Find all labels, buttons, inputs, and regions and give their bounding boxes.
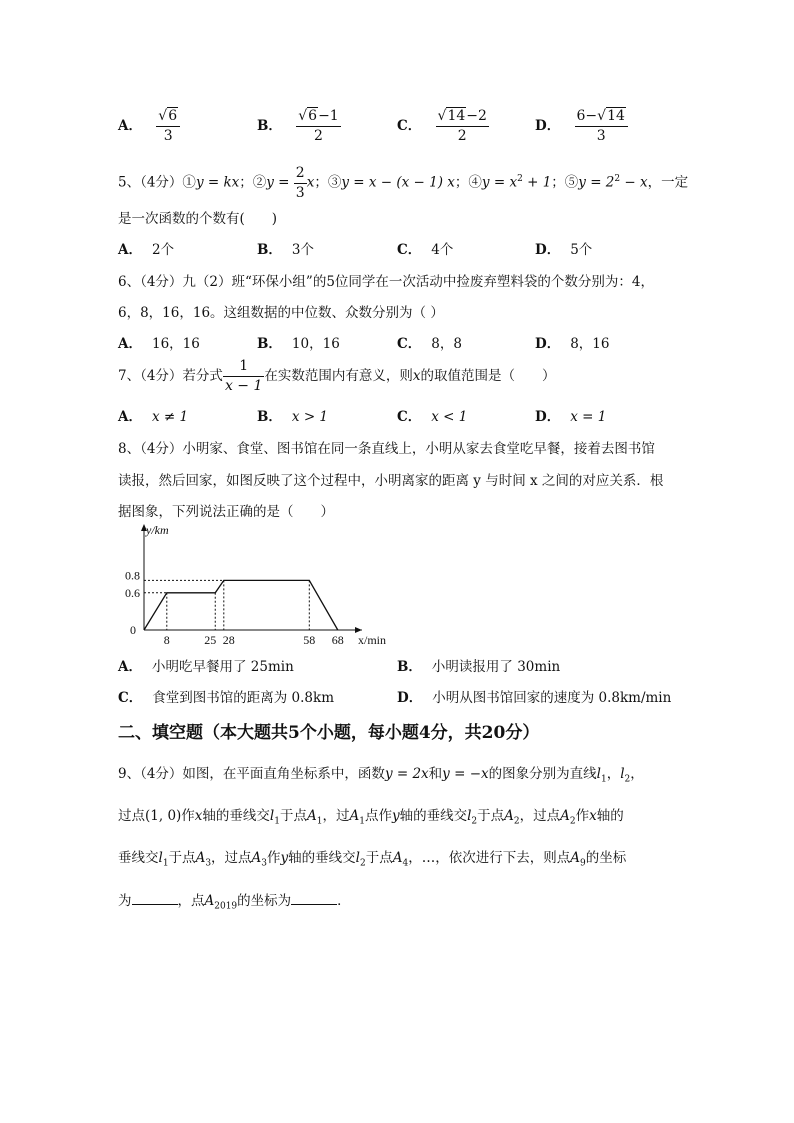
q8-stem-line1: 8、（4分）小明家、食堂、图书馆在同一条直线上，小明从家去食堂吃早餐，接着去图书馆	[118, 441, 655, 457]
q5-stem-line2: 是一次函数的个数有( )	[118, 211, 278, 227]
q5-stem-line1: 5、（4分）①y = kx；②y = $\frac{2}{3}$ x；③y = x − (x − 1) x；④y = $x^2 + 1$；⑤y = $2^2 - x$，一定	[118, 164, 689, 201]
answer-blank-a2019[interactable]	[291, 892, 337, 905]
x-tick-label-68: 68	[331, 633, 344, 647]
q7-fraction: $\frac{1}{x - 1}$	[224, 358, 263, 394]
q6-option-c: C． 8，8	[397, 336, 462, 352]
q5-fraction: $\frac{2}{3}$	[295, 164, 305, 201]
q4-option-c: C． $\frac{√14-2}{2}$	[397, 108, 487, 144]
x-tick-label-25: 25	[204, 633, 217, 647]
q8-option-c: C． 食堂到图书馆的距离为 0.8km	[118, 690, 334, 706]
q8-option-b: B． 小明读报用了 30min	[397, 659, 561, 675]
q6-stem-line1: 6、（4分）九（2）班“环保小组”的5位同学在一次活动中捡废弃塑料袋的个数分别为：4，	[118, 274, 654, 290]
q8-option-d: D． 小明从图书馆回家的速度为 0.8km/min	[397, 690, 672, 706]
q7-stem: 7、（4分）若分式 $\frac{1}{x - 1}$ 在实数范围内有意义，则x的取值范围是（ ）	[118, 358, 556, 394]
q5-option-b: B． 3个	[257, 242, 315, 258]
x-tick-label-58: 58	[303, 633, 316, 647]
q4-d-fraction: $\frac{6-√14}{3}$	[575, 107, 628, 146]
x-tick-label-28: 28	[222, 633, 235, 647]
q4-b-fraction: $\frac{√6-1}{2}$	[298, 108, 339, 144]
q4-c-fraction: $\frac{√14-2}{2}$	[437, 108, 487, 144]
q6-option-a: A． 16，16	[118, 336, 200, 352]
q5-option-a: A． 2个	[118, 242, 175, 258]
origin-label: 0	[130, 623, 136, 637]
q5-option-c: C． 4个	[397, 242, 454, 258]
y-axis-label: y/km	[146, 523, 169, 537]
q9-line3: 垂线交$l_1$于点$A_3$，过点$A_3$作y轴的垂线交$l_2$于点$A_4$，…，依次进行下去，则点$A_9$的坐标	[118, 850, 627, 869]
q4-option-a: A． $\frac{√6}{3}$	[118, 107, 180, 146]
q9-line1: 9、（4分）如图，在平面直角坐标系中，函数y = 2x和y = −x的图象分别为直线$l_1$，$l_2$，	[118, 766, 644, 785]
q4-option-d: D． $\frac{6-√14}{3}$	[535, 107, 628, 146]
q6-stem-line2: 6，8，16，16。这组数据的中位数、众数分别为（ ）	[118, 305, 444, 321]
q8-distance-time-graph	[110, 520, 387, 647]
q6-option-d: D． 8，16	[535, 336, 610, 352]
q8-option-a: A． 小明吃早餐用了 25min	[118, 659, 294, 675]
q7-option-b: B． x > 1	[257, 409, 329, 425]
q7-option-c: C． x < 1	[397, 409, 468, 425]
x-tick-label-8: 8	[163, 633, 170, 647]
q7-option-d: D． x = 1	[535, 409, 607, 425]
section-2-heading: 二、填空题（本大题共5个小题，每小题4分，共20分）	[118, 723, 540, 743]
answer-blank-a9[interactable]	[132, 892, 178, 905]
y-tick-label-0.6: 0.6	[125, 585, 140, 600]
q9-line4: 为 ，点$A_{2019}$的坐标为 ．	[118, 893, 351, 912]
q4-option-b: B． $\frac{√6-1}{2}$	[257, 108, 339, 144]
q8-stem-line3: 据图象，下列说法正确的是（ ）	[118, 504, 334, 520]
q9-line2: 过点(1, 0)作x轴的垂线交$l_1$于点$A_1$，过$A_1$点作y轴的垂线交$l_2$于点$A_2$，过点$A_2$作x轴的	[118, 808, 624, 827]
q4-a-fraction: $\frac{√6}{3}$	[156, 107, 180, 146]
q7-option-a: A． x ≠ 1	[118, 409, 189, 425]
y-tick-label-0.8: 0.8	[125, 568, 140, 583]
q5-option-d: D． 5个	[535, 242, 593, 258]
q6-option-b: B． 10，16	[257, 336, 340, 352]
q8-stem-line2: 读报，然后回家，如图反映了这个过程中，小明离家的距离 y 与时间 x 之间的对应关系．根	[118, 473, 664, 489]
x-axis-label: x/min	[358, 633, 387, 647]
series-line	[144, 580, 338, 630]
